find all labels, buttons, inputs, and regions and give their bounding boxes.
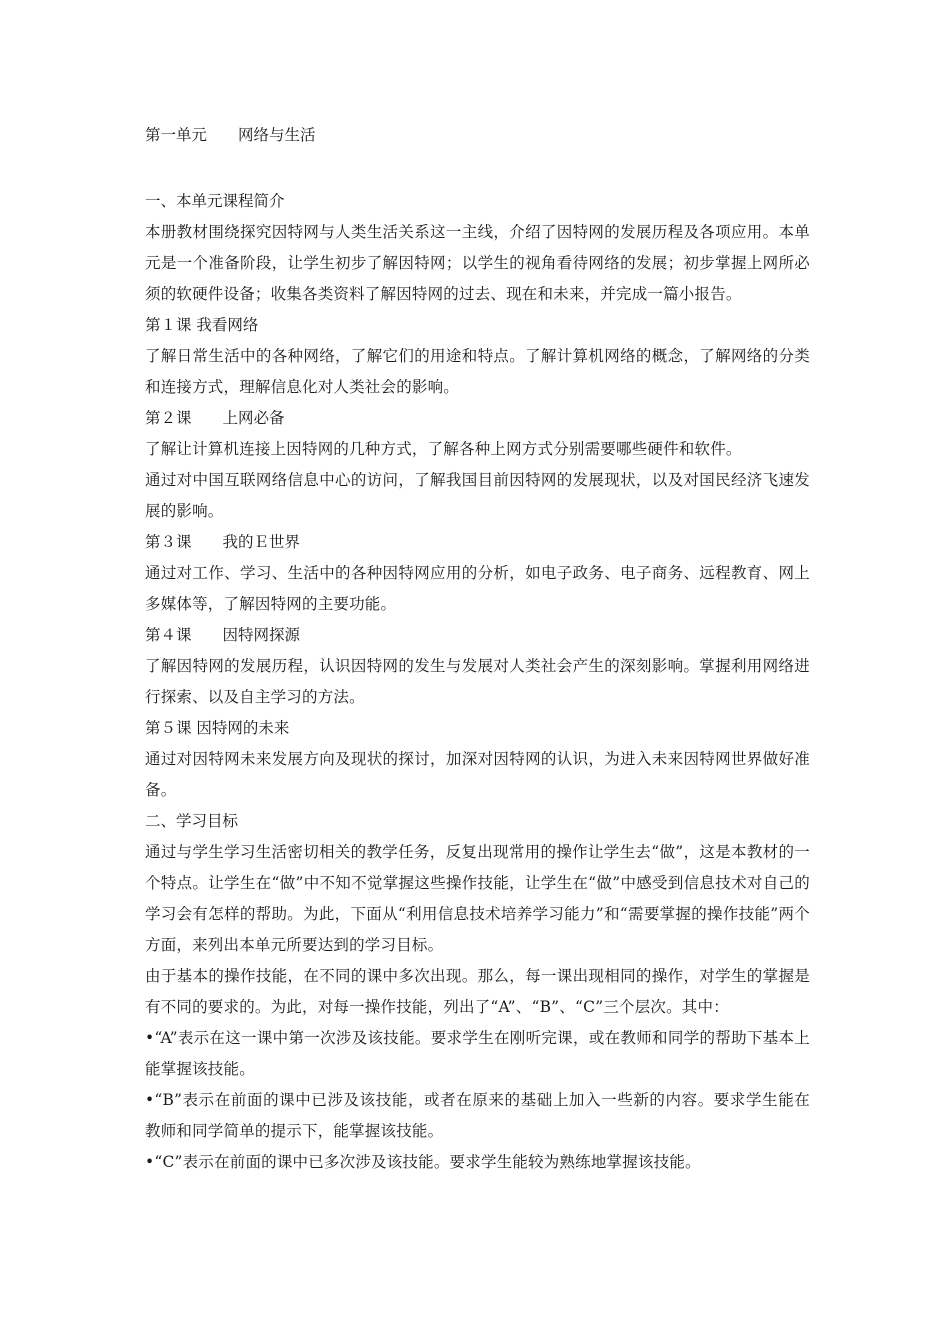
document-page — [145, 120, 810, 1178]
lesson-2-paragraph-b: 通过对中国互联网络信息中心的访问，了解我国目前因特网的发展现状，以及对国民经济飞速发展的影响。 — [145, 471, 810, 520]
unit-title: 第一单元 网络与生活 — [145, 126, 316, 144]
level-c-bullet: •“C”表示在前面的课中已多次涉及该技能。要求学生能较为熟练地掌握该技能。 — [145, 1153, 701, 1171]
section-heading-goals: 二、学习目标 — [145, 812, 239, 830]
lesson-heading-4: 第４课 因特网探源 — [145, 626, 301, 644]
goals-paragraph-b: 由于基本的操作技能，在不同的课中多次出现。那么，每一课出现相同的操作，对学生的掌握是有不同的要求的。为此，对每一操作技能，列出了“A”、“B”、“C”三个层次。其中： — [145, 967, 810, 1016]
lesson-2-paragraph-a: 了解让计算机连接上因特网的几种方式，了解各种上网方式分别需要哪些硬件和软件。 — [145, 440, 742, 458]
lesson-3-paragraph: 通过对工作、学习、生活中的各种因特网应用的分析，如电子政务、电子商务、远程教育、网上多媒体等，了解因特网的主要功能。 — [145, 564, 810, 613]
lesson-heading-3: 第３课 我的Ｅ世界 — [145, 533, 301, 551]
level-b-bullet: •“B”表示在前面的课中已涉及该技能，或者在原来的基础上加入一些新的内容。要求学生能在教师和同学简单的提示下，能掌握该技能。 — [145, 1091, 810, 1140]
intro-paragraph: 本册教材围绕探究因特网与人类生活关系这一主线，介绍了因特网的发展历程及各项应用。本单元是一个准备阶段，让学生初步了解因特网；以学生的视角看待网络的发展；初步掌握上网所必须的软硬件设备；收集各类资料了解因特网的过去、现在和未来，并完成一篇小报告。 — [145, 223, 810, 303]
section-heading-intro: 一、本单元课程简介 — [145, 192, 285, 210]
lesson-heading-1: 第１课 我看网络 — [145, 316, 259, 334]
level-a-bullet: •“A”表示在这一课中第一次涉及该技能。要求学生在刚听完课，或在教师和同学的帮助下基本上能掌握该技能。 — [145, 1029, 810, 1078]
lesson-heading-5: 第５课 因特网的未来 — [145, 719, 290, 737]
lesson-5-paragraph: 通过对因特网未来发展方向及现状的探讨，加深对因特网的认识，为进入未来因特网世界做好准备。 — [145, 750, 810, 799]
goals-paragraph-a: 通过与学生学习生活密切相关的教学任务，反复出现常用的操作让学生去“做”，这是本教材的一个特点。让学生在“做”中不知不觉掌握这些操作技能，让学生在“做”中感受到信息技术对自己的学习会有怎样的帮助。为此，下面从“利用信息技术培养学习能力”和“需要掌握的操作技能”两个方面，来列出本单元所要达到的学习目标。 — [145, 843, 810, 954]
lesson-4-paragraph: 了解因特网的发展历程，认识因特网的发生与发展对人类社会产生的深刻影响。掌握利用网络进行探索、以及自主学习的方法。 — [145, 657, 810, 706]
lesson-1-paragraph: 了解日常生活中的各种网络，了解它们的用途和特点。了解计算机网络的概念，了解网络的分类和连接方式，理解信息化对人类社会的影响。 — [145, 347, 810, 396]
lesson-heading-2: 第２课 上网必备 — [145, 409, 285, 427]
